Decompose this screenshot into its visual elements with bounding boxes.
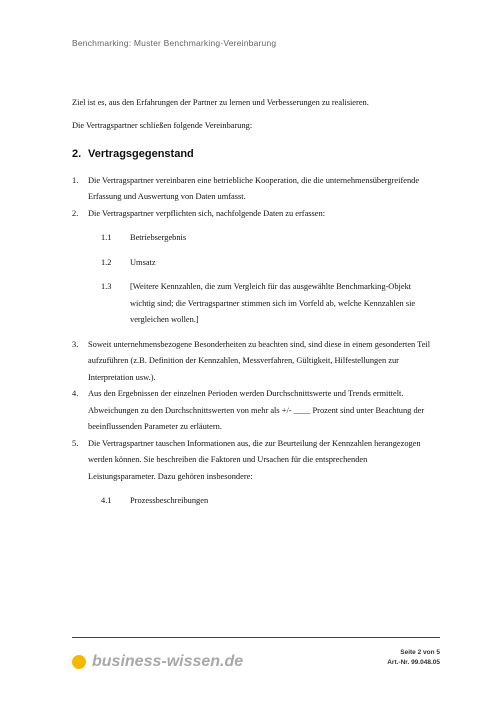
intro-paragraph: Die Vertragspartner schließen folgende Vereinbarung:: [72, 120, 253, 130]
page-number: Seite 2 von 5: [400, 649, 440, 656]
list-item-number: 3.: [72, 339, 79, 349]
article-number: Art.-Nr. 99.048.05: [387, 659, 440, 666]
list-item: [72, 436, 434, 486]
sub-item-text: [Weitere Kennzahlen, die zum Vergleich für das ausgewählte Benchmarking-Objekt wichtig sind; die Vertragspartner stimmen sich im Vorfeld ab, welche Kennzahlen sie vergleichen wollen.]: [130, 282, 416, 324]
sub-item-number: 4.1: [101, 496, 112, 505]
list-item-text: Die Vertragspartner verpflichten sich, nachfolgende Daten zu erfassen:: [88, 208, 326, 218]
logo-text: business-wissen.de: [92, 653, 244, 670]
page-header: Benchmarking: Muster Benchmarking-Vereinbarung: [72, 38, 277, 48]
footer-divider: [72, 637, 440, 638]
logo-dot-icon: [72, 655, 86, 669]
footer-meta: [387, 648, 440, 668]
sub-list-item: [101, 255, 434, 272]
list-item-number: 2.: [72, 208, 79, 218]
sub-item-text: Umsatz: [130, 257, 156, 267]
list-item-text: Die Vertragspartner tauschen Informationen aus, die zur Beurteilung der Kennzahlen herangezogen werden können. Sie beschreiben die Faktoren und Ursachen für die entsprechenden Leistungsparameter. Dazu gehören insbesondere:: [88, 438, 421, 481]
list-item-number: 1.: [72, 175, 79, 185]
sub-list-item: [101, 279, 434, 329]
list-item-text: Aus den Ergebnissen der einzelnen Perioden werden Durchschnittswerte und Trends ermittelt. Abweichungen zu den Durchschnittswerten von mehr als +/- ____ Prozent sind unter Beachtung der beeinflussenden Parameter zu erläutern.: [88, 389, 425, 431]
list-item-text: Die Vertragspartner vereinbaren eine betriebliche Kooperation, die die unternehmensübergreifende Erfassung und Auswertung von Daten umfasst.: [88, 175, 420, 201]
sub-item-number: 1.3: [101, 282, 112, 291]
list-item-text: Soweit unternehmensbezogene Besonderheiten zu beachten sind, sind diese in einem gesonderten Teil aufzuführen (z.B. Definition der Kennzahlen, Messverfahren, Gültigkeit, Hilfestellungen zur Interpretation usw.).: [88, 339, 431, 382]
sub-list-item: [101, 230, 434, 247]
list-item: [72, 206, 434, 223]
section-number: 2.: [72, 148, 82, 160]
document-body: [72, 95, 434, 518]
list-item: [72, 173, 434, 206]
section-heading: [72, 146, 434, 163]
list-item-number: 5.: [72, 438, 79, 448]
section-title: Vertragsgegenstand: [88, 148, 194, 160]
list-item: [72, 337, 434, 387]
intro-paragraph: Ziel ist es, aus den Erfahrungen der Partner zu lernen und Verbesserungen zu realisieren.: [72, 98, 369, 107]
sub-item-text: Betriebsergebnis: [130, 233, 187, 242]
sub-item-number: 1.2: [101, 257, 112, 267]
sub-list-item: [101, 493, 434, 510]
list-item-number: 4.: [72, 389, 79, 398]
business-wissen-logo: [72, 653, 243, 671]
list-item: [72, 386, 434, 436]
sub-item-text: Prozessbeschreibungen: [130, 496, 209, 505]
sub-item-number: 1.1: [101, 233, 112, 242]
